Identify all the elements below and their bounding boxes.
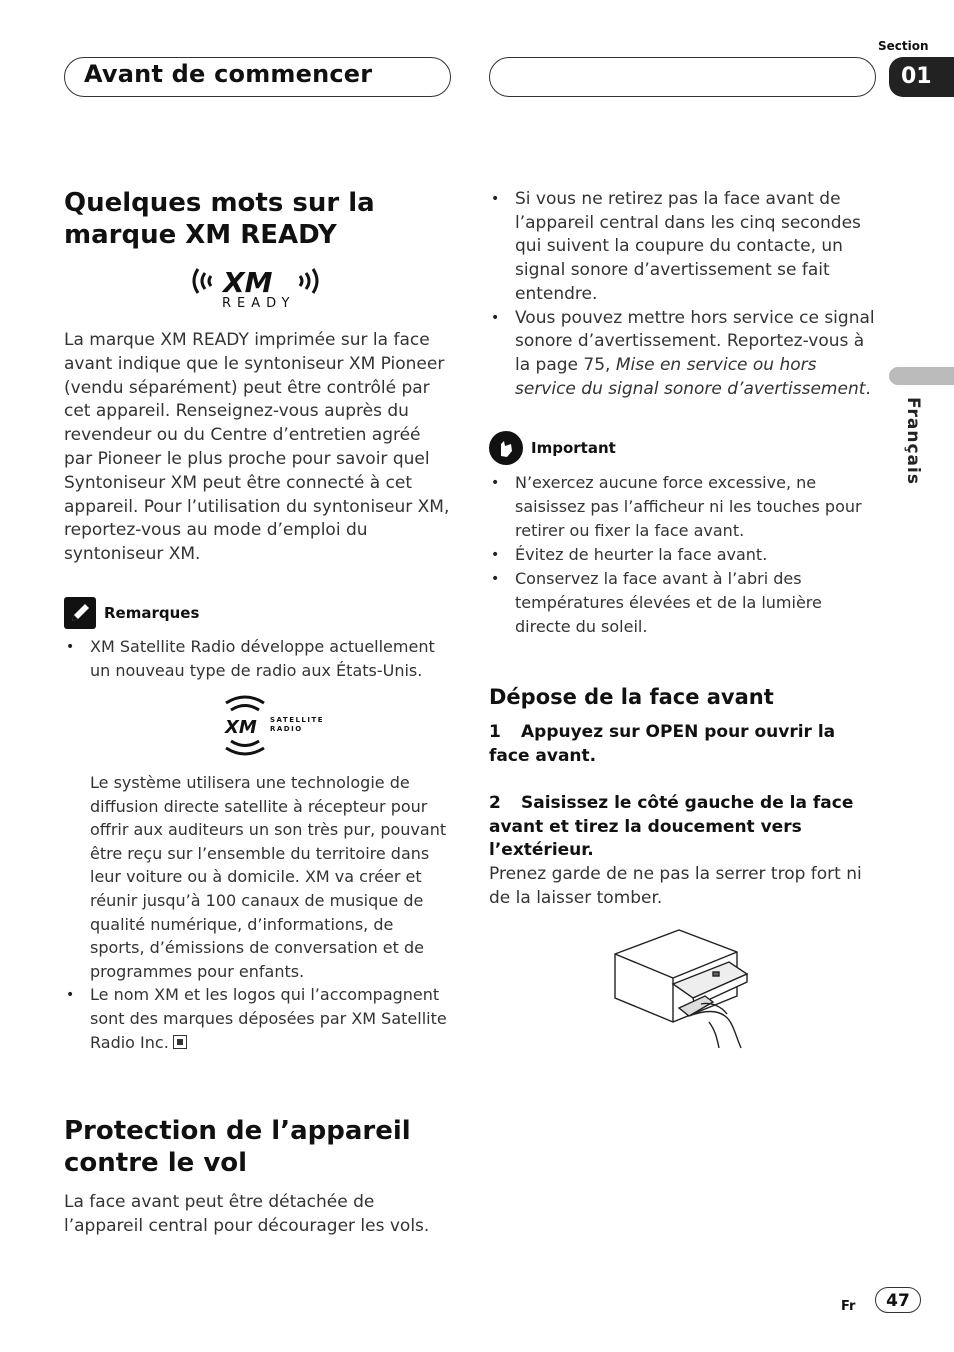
step-text: Appuyez sur OPEN pour ouvrir la face avant.: [489, 722, 836, 766]
header-empty-frame: [489, 57, 876, 97]
important-header: [489, 431, 877, 465]
step-2: [489, 792, 877, 863]
step-1: [489, 721, 877, 768]
section-number-badge: 01: [889, 57, 954, 97]
xm-heading: Quelques mots sur la marque XM READY: [64, 188, 375, 250]
list-item: [64, 983, 452, 1055]
step-2-detail: Prenez garde de ne pas la serrer trop fort ni de la laisser tomber.: [489, 863, 862, 908]
page-number: 47: [875, 1287, 921, 1313]
remarques-list-2: [64, 983, 452, 1055]
cross-reference-link[interactable]: Mise en service ou hors service du signal sonore d’avertissement: [515, 354, 866, 399]
list-item: [489, 188, 877, 307]
section-label: Section: [878, 39, 929, 53]
xm-ready-logo-text: READY: [222, 296, 296, 311]
end-mark-icon: [173, 1035, 187, 1049]
page-title: Avant de commencer: [84, 60, 373, 88]
step-text: Saisissez le côté gauche de la face avant et tirez la doucement vers l’extérieur.: [489, 793, 854, 861]
left-column: [64, 187, 452, 1055]
warning-list: [489, 188, 877, 401]
front-panel-removal-illustration: [609, 926, 769, 1051]
xm-ready-waves-icon: [188, 267, 328, 295]
important-list: [489, 471, 877, 639]
svg-text:XM: XM: [223, 267, 273, 295]
right-column: [489, 188, 877, 1051]
important-item-text: Conservez la face avant à l’abri des températures élevées et de la lumière directe du soleil.: [515, 569, 822, 637]
warning-item-text: Vous pouvez mettre hors service ce signal sonore d’avertissement. Reportez-vous à la page 75,: [515, 307, 875, 375]
sat-logo-text-1: SATELLITE: [270, 715, 325, 724]
important-item-text: Évitez de heurter la face avant.: [515, 545, 768, 565]
warning-item-text: Si vous ne retirez pas la face avant de l’appareil central dans les cinq secondes qui suivent la coupure du contacte, un signal sonore d’avertissement se fait entendre.: [515, 189, 861, 304]
xm-paragraph: La marque XM READY imprimée sur la face avant indique que le syntoniseur XM Pioneer (vendu séparément) peut être contrôlé par cet appareil. Renseignez-vous auprès du revendeur ou du Centre d’entretien agréé par Pioneer le plus proche pour savoir quel Syntoniseur XM peut être connecté à cet appareil. Pour l’utilisation du syntoniseur XM, reportez-vous au mode d’emploi du syntoniseur XM.: [64, 330, 450, 565]
list-item: [64, 635, 452, 683]
warning-item-end: .: [865, 378, 871, 399]
list-item: [489, 307, 877, 402]
remarques-1-continued: Le système utilisera une technologie de diffusion directe satellite à récepteur pour offrir aux auditeurs un son très pur, pouvant être reçu sur l’ensemble du territoire dans leur voiture ou à domicile. XM va créer et réunir jusqu’à 100 canaux de musique de qualité numérique, d’informations, de sports, d’émissions de conversation et de programmes pour enfants.: [90, 772, 447, 981]
language-tab: [889, 367, 954, 385]
important-label: Important: [531, 439, 616, 458]
depose-heading: Dépose de la face avant: [489, 685, 774, 710]
step-number: 2: [489, 793, 501, 814]
step-number: 1: [489, 722, 501, 743]
xm-satellite-logo-icon: [222, 695, 268, 757]
protection-heading: Protection de l’appareil contre le vol: [64, 1116, 411, 1178]
list-item: [489, 471, 877, 543]
important-hand-icon: [489, 431, 523, 465]
protection-section: [64, 1115, 452, 1239]
xm-satellite-logo: [222, 695, 452, 759]
remarques-header: [64, 597, 452, 629]
svg-text:XM: XM: [225, 716, 257, 738]
remarques-item-text: Le nom XM et les logos qui l’accompagnent sont des marques déposées par XM Satellite Radio Inc.: [90, 985, 447, 1053]
language-label: Français: [903, 397, 923, 485]
protection-paragraph: La face avant peut être détachée de l’appareil central pour décourager les vols.: [64, 1192, 430, 1236]
remarques-item-text: XM Satellite Radio développe actuellement un nouveau type de radio aux États-Unis.: [90, 636, 435, 680]
xm-ready-logo: [188, 267, 328, 311]
important-item-text: N’exercez aucune force excessive, ne saisissez pas l’afficheur ni les touches pour retirer ou fixer la face avant.: [515, 473, 862, 541]
footer-lang-code: Fr: [841, 1299, 856, 1314]
pencil-note-icon: [64, 597, 96, 629]
illustration: [609, 926, 769, 1051]
list-item: [489, 543, 877, 567]
remarques-label: Remarques: [104, 603, 200, 622]
list-item: [489, 567, 877, 639]
remarques-list: [64, 635, 452, 683]
sat-logo-text-2: RADIO: [270, 724, 303, 733]
